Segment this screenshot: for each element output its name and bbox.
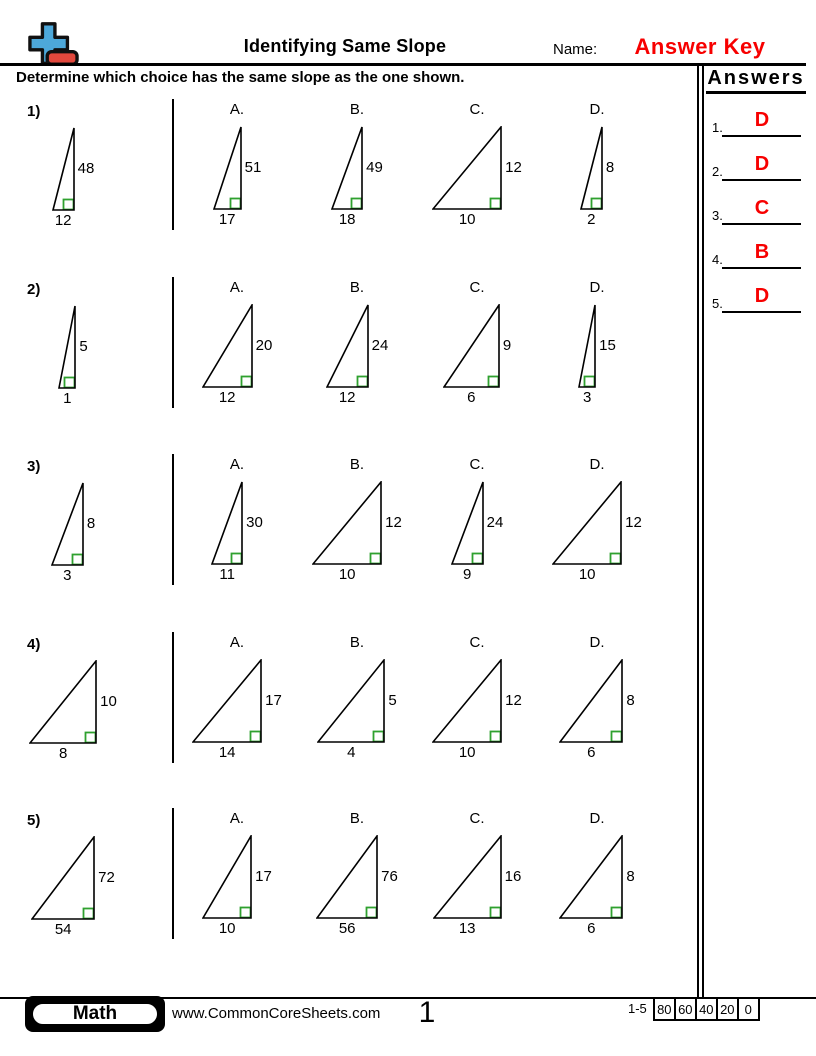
- choice-c: [417, 632, 537, 761]
- slope-triangle: [580, 126, 603, 210]
- slope-triangle: [559, 835, 623, 919]
- slope-triangle-group: [451, 481, 504, 583]
- reference-triangle: [8, 305, 138, 407]
- choice-label: A.: [229, 634, 245, 651]
- problem-row: [0, 277, 700, 419]
- rise-label: 9: [502, 337, 512, 354]
- slope-triangle: [559, 659, 623, 743]
- slope-triangle-group: [316, 835, 398, 937]
- answer-letter: D: [754, 285, 770, 307]
- slope-triangle: [317, 659, 385, 743]
- rise-label: 20: [255, 337, 273, 354]
- score-cells: [655, 997, 760, 1021]
- right-angle-marker: [352, 199, 362, 209]
- problem-number: 3): [27, 458, 41, 475]
- choice-label: D.: [589, 456, 605, 473]
- slope-triangle-group: [317, 659, 396, 761]
- choice-d: [537, 808, 657, 937]
- run-label: 18: [338, 211, 356, 228]
- right-angle-marker: [230, 199, 240, 209]
- slope-triangle: [326, 304, 369, 388]
- right-angle-marker: [251, 732, 261, 742]
- rise-label: 48: [77, 160, 95, 177]
- answer-entry: [706, 285, 812, 325]
- run-label: 14: [218, 744, 236, 761]
- slope-triangle-group: [312, 481, 402, 583]
- instruction-text: Determine which choice has the same slope as the one shown.: [16, 69, 465, 86]
- rise-label: 16: [504, 868, 522, 885]
- choice-a: [177, 808, 297, 937]
- slope-triangle: [331, 126, 363, 210]
- right-angle-marker: [65, 378, 75, 388]
- choice-c: [417, 99, 537, 228]
- slope-triangle-group: [432, 659, 522, 761]
- slope-triangle-group: [433, 835, 522, 937]
- right-angle-marker: [491, 732, 501, 742]
- problem-number: 2): [27, 281, 41, 298]
- rise-label: 17: [255, 868, 272, 885]
- rise-label: 51: [244, 159, 262, 176]
- answer-blank-line: [722, 135, 801, 137]
- run-label: 1: [63, 390, 72, 407]
- run-label: 17: [218, 211, 236, 228]
- slope-triangle: [52, 127, 75, 211]
- choice-a: [177, 632, 297, 761]
- choice-label: C.: [469, 810, 485, 827]
- answer-key-text: Answer Key: [634, 34, 766, 59]
- right-angle-marker: [488, 377, 498, 387]
- run-label: 56: [338, 920, 356, 937]
- run-label: 6: [587, 920, 596, 937]
- run-label: 10: [578, 566, 596, 583]
- subject-badge-label: Math: [30, 1001, 160, 1027]
- answer-blank-line: [722, 179, 801, 181]
- rise-label: 76: [381, 868, 398, 885]
- slope-triangle-group: [58, 305, 87, 407]
- slope-triangle: [202, 835, 252, 919]
- slope-triangle-group: [52, 127, 95, 229]
- rise-label: 12: [625, 514, 642, 531]
- slope-triangle: [58, 305, 76, 389]
- score-cell: 40: [695, 997, 718, 1021]
- choice-label: A.: [229, 279, 245, 296]
- reference-triangle: [8, 836, 138, 938]
- row-divider: [172, 808, 174, 939]
- right-angle-marker: [491, 199, 501, 209]
- answer-entry: [706, 153, 812, 193]
- row-divider: [172, 632, 174, 763]
- rise-label: 8: [86, 515, 96, 532]
- choice-label: D.: [589, 101, 605, 118]
- slope-triangle: [213, 126, 242, 210]
- answers-panel-title: Answers: [706, 67, 806, 94]
- problem-row: [0, 808, 700, 950]
- page-title: Identifying Same Slope: [243, 36, 447, 56]
- choice-label: A.: [229, 456, 245, 473]
- choice-c: [417, 808, 537, 937]
- rise-label: 12: [505, 159, 522, 176]
- page-number: 1: [418, 996, 436, 1029]
- run-label: 2: [587, 211, 596, 228]
- choice-label: B.: [349, 634, 365, 651]
- right-angle-marker: [472, 554, 482, 564]
- choice-a: [177, 454, 297, 583]
- slope-triangle: [552, 481, 622, 565]
- rise-label: 49: [366, 159, 383, 176]
- run-label: 6: [467, 389, 476, 406]
- rise-label: 8: [626, 868, 635, 885]
- rise-label: 72: [98, 869, 115, 886]
- slope-triangle-group: [552, 481, 642, 583]
- website-url: www.CommonCoreSheets.com: [172, 1005, 381, 1022]
- run-label: 12: [54, 212, 72, 229]
- choice-label: C.: [469, 634, 485, 651]
- right-angle-marker: [367, 908, 377, 918]
- slope-triangle-group: [580, 126, 614, 228]
- run-label: 10: [338, 566, 356, 583]
- run-label: 10: [458, 744, 476, 761]
- right-angle-marker: [72, 555, 82, 565]
- choice-c: [417, 277, 537, 406]
- run-label: 10: [218, 920, 236, 937]
- run-label: 13: [458, 920, 476, 937]
- choice-label: B.: [349, 101, 365, 118]
- slope-triangle-group: [211, 481, 263, 583]
- slope-triangle: [192, 659, 262, 743]
- slope-triangle-group: [326, 304, 389, 406]
- slope-triangle: [451, 481, 484, 565]
- rise-label: 12: [505, 692, 522, 709]
- slope-triangle: [432, 659, 502, 743]
- rise-label: 5: [79, 338, 88, 355]
- problem-number: 5): [27, 812, 41, 829]
- rise-label: 17: [265, 692, 282, 709]
- right-angle-marker: [591, 199, 601, 209]
- slope-triangle-group: [31, 836, 115, 938]
- slope-triangle-group: [559, 659, 634, 761]
- choice-d: [537, 277, 657, 406]
- slope-triangle-group: [192, 659, 282, 761]
- rise-label: 30: [246, 514, 263, 531]
- score-cell: 60: [674, 997, 697, 1021]
- right-angle-marker: [63, 200, 73, 210]
- rise-label: 24: [486, 514, 504, 531]
- rise-label: 8: [626, 692, 635, 709]
- slope-triangle: [433, 835, 502, 919]
- rise-label: 10: [100, 693, 117, 710]
- slope-triangle: [211, 481, 243, 565]
- slope-triangle-group: [202, 835, 272, 937]
- choice-b: [297, 454, 417, 583]
- choice-label: A.: [229, 810, 245, 827]
- slope-triangle-group: [331, 126, 383, 228]
- run-label: 9: [462, 566, 472, 583]
- right-angle-marker: [371, 554, 381, 564]
- choice-b: [297, 808, 417, 937]
- score-cell: 0: [737, 997, 760, 1021]
- answer-blank-line: [722, 223, 801, 225]
- problem-number: 4): [27, 636, 41, 653]
- slope-triangle-group: [213, 126, 262, 228]
- slope-triangle: [432, 126, 502, 210]
- run-label: 12: [338, 389, 356, 406]
- right-angle-marker: [232, 554, 242, 564]
- run-label: 12: [218, 389, 236, 406]
- run-label: 54: [54, 921, 72, 938]
- choice-b: [297, 99, 417, 228]
- reference-triangle: [8, 660, 138, 762]
- choice-b: [297, 277, 417, 406]
- slope-triangle-group: [443, 304, 511, 406]
- reference-triangle: [8, 127, 138, 229]
- run-label: 3: [582, 389, 592, 406]
- problem-number: 1): [27, 103, 41, 120]
- answer-number: 2.: [712, 164, 723, 179]
- answer-letter: B: [754, 241, 770, 263]
- choice-d: [537, 99, 657, 228]
- slope-triangle: [316, 835, 378, 919]
- rise-label: 24: [371, 337, 389, 354]
- right-angle-marker: [84, 909, 94, 919]
- right-angle-marker: [490, 908, 500, 918]
- run-label: 6: [587, 744, 596, 761]
- score-range-label: 1-5: [628, 1001, 647, 1016]
- score-strip: [628, 997, 760, 1021]
- answer-letter: D: [754, 153, 770, 175]
- slope-triangle-group: [51, 482, 95, 584]
- choice-label: D.: [589, 810, 605, 827]
- run-label: 10: [458, 211, 476, 228]
- run-label: 4: [347, 744, 356, 761]
- slope-triangle: [443, 304, 500, 388]
- header-rule: [0, 63, 806, 66]
- score-cell: 80: [653, 997, 676, 1021]
- right-angle-marker: [612, 732, 622, 742]
- choice-d: [537, 454, 657, 583]
- slope-triangle: [31, 836, 95, 920]
- right-angle-marker: [612, 908, 622, 918]
- right-angle-marker: [611, 554, 621, 564]
- choice-label: B.: [349, 279, 365, 296]
- rise-label: 5: [388, 692, 397, 709]
- reference-triangle: [8, 482, 138, 584]
- choice-b: [297, 632, 417, 761]
- answer-letter: D: [754, 109, 770, 131]
- slope-triangle-group: [29, 660, 117, 762]
- slope-triangle: [578, 304, 596, 388]
- slope-triangle: [312, 481, 382, 565]
- slope-triangle-group: [578, 304, 616, 406]
- rise-label: 15: [599, 337, 616, 354]
- problem-row: [0, 632, 700, 774]
- right-angle-marker: [357, 377, 367, 387]
- choice-label: B.: [349, 810, 365, 827]
- sidebar-border-inner: [702, 63, 704, 997]
- right-angle-marker: [241, 377, 251, 387]
- choice-label: C.: [469, 456, 485, 473]
- choice-c: [417, 454, 537, 583]
- answer-number: 1.: [712, 120, 723, 135]
- row-divider: [172, 99, 174, 230]
- slope-triangle-group: [202, 304, 273, 406]
- slope-triangle: [29, 660, 97, 744]
- slope-triangle-group: [432, 126, 522, 228]
- right-angle-marker: [374, 732, 384, 742]
- choice-a: [177, 99, 297, 228]
- problem-row: [0, 99, 700, 241]
- choice-label: D.: [589, 634, 605, 651]
- run-label: 11: [219, 566, 235, 583]
- choice-label: C.: [469, 101, 485, 118]
- choice-a: [177, 277, 297, 406]
- name-label: Name:: [553, 41, 598, 58]
- problem-row: [0, 454, 700, 596]
- answer-blank-line: [722, 311, 801, 313]
- choice-label: C.: [469, 279, 485, 296]
- slope-triangle: [51, 482, 84, 566]
- choice-label: A.: [229, 101, 245, 118]
- score-cell: 20: [716, 997, 739, 1021]
- choice-d: [537, 632, 657, 761]
- answer-entry: [706, 197, 812, 237]
- row-divider: [172, 277, 174, 408]
- answer-number: 3.: [712, 208, 723, 223]
- run-label: 3: [63, 567, 72, 584]
- right-angle-marker: [585, 377, 595, 387]
- rise-label: 12: [385, 514, 402, 531]
- slope-triangle: [202, 304, 253, 388]
- rise-label: 8: [605, 159, 615, 176]
- choice-label: B.: [349, 456, 365, 473]
- row-divider: [172, 454, 174, 585]
- slope-triangle-group: [559, 835, 634, 937]
- choice-label: D.: [589, 279, 605, 296]
- run-label: 8: [58, 745, 68, 762]
- answer-blank-line: [722, 267, 801, 269]
- answer-number: 5.: [712, 296, 723, 311]
- right-angle-marker: [86, 733, 96, 743]
- right-angle-marker: [241, 908, 251, 918]
- answer-letter: C: [754, 197, 770, 219]
- subject-badge: [25, 996, 165, 1032]
- answer-entry: [706, 109, 812, 149]
- answer-entry: [706, 241, 812, 281]
- answer-number: 4.: [712, 252, 723, 267]
